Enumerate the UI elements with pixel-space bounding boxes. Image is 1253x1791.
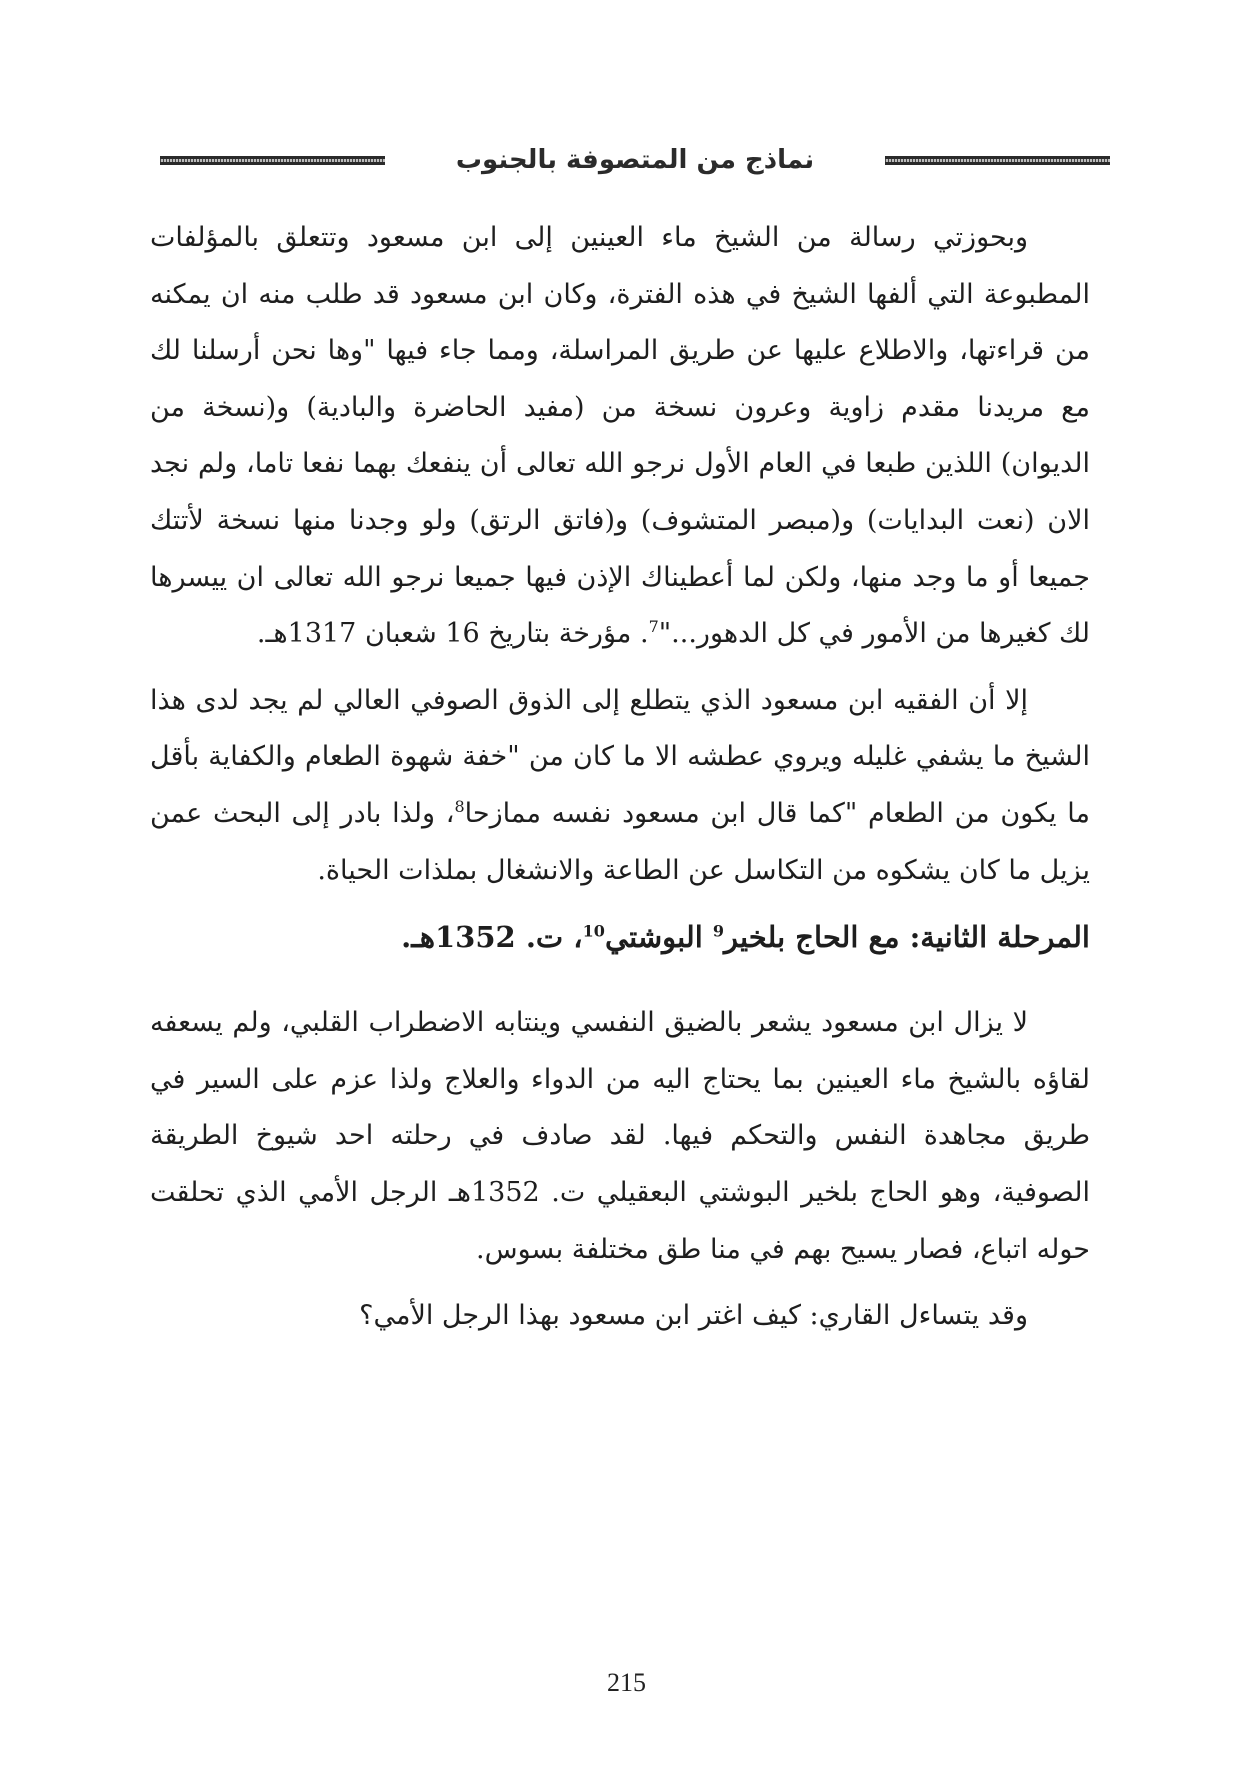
footnote-ref-9: 9 xyxy=(712,921,725,941)
header-rule-left xyxy=(160,156,385,165)
header-rule-right xyxy=(885,156,1110,165)
paragraph-3 xyxy=(150,995,1090,1278)
body-text xyxy=(150,210,1090,1345)
paragraph-4-text: وقد يتساءل القاري: كيف اغتر ابن مسعود بهذا الرجل الأمي؟ xyxy=(359,1300,1028,1332)
section-heading-text-3: ، ت. 1352هـ. xyxy=(401,920,583,955)
paragraph-2 xyxy=(150,673,1090,899)
section-heading-text: المرحلة الثانية: مع الحاج بلخير xyxy=(724,920,1090,955)
running-header-title: نماذج من المتصوفة بالجنوب xyxy=(455,145,815,175)
paragraph-1-text: وبحوزتي رسالة من الشيخ ماء العينين إلى ابن مسعود وتتعلق بالمؤلفات المطبوعة التي ألفها الشيخ في هذه الفترة، وكان ابن مسعود قد طلب منه ان يمكنه من قراءتها، والاطلاع عليها عن طريق المراسلة، ومما جاء فيها "وها نحن أرسلنا لك مع مريدنا مقدم زاوية وعرون نسخة من (مفيد الحاضرة والبادية) و(نسخة من الديوان) اللذين طبعا في العام الأول نرجو الله تعالى أن ينفعك بهما نفعا تاما، ولم نجد الان (نعت البدايات) و(مبصر المتشوف) و(فاتق الرتق) ولو وجدنا منها نسخة لأتتك جميعا أو ما وجد منها، ولكن لما أعطيناك الإذن فيها جميعا نرجو الله تعالى ان ييسرها لك كغيرها من الأمور في كل الدهور..." xyxy=(150,222,1090,650)
running-header xyxy=(160,140,1110,180)
paragraph-1-tail: . مؤرخة بتاريخ 16 شعبان 1317هـ. xyxy=(256,618,649,650)
paragraph-4 xyxy=(150,1288,1090,1345)
page-number: 215 xyxy=(607,1668,646,1697)
section-heading-text-2: البوشتي xyxy=(604,920,713,955)
footnote-ref-8: 8 xyxy=(454,796,465,816)
paragraph-2-text: إلا أن الفقيه ابن مسعود الذي يتطلع إلى الذوق الصوفي العالي لم يجد لدى هذا الشيخ ما يشفي غليله ويروي عطشه الا ما كان من "خفة شهوة الطعام والكفاية بأقل ما يكون من الطعام "كما قال ابن مسعود نفسه ممازحا xyxy=(150,684,1090,829)
footnote-ref-7: 7 xyxy=(648,617,659,637)
section-heading xyxy=(150,909,1090,965)
paragraph-3-text: لا يزال ابن مسعود يشعر بالضيق النفسي وينتابه الاضطراب القلبي، ولم يسعفه لقاؤه بالشيخ ماء العينين بما يحتاج اليه من الدواء والعلاج ولذا عزم على السير في طريق مجاهدة النفس والتحكم فيها. لقد صادف في رحلته احد شيوخ الطريقة الصوفية، وهو الحاج بلخير البوشتي البعقيلي ت. 1352هـ الرجل الأمي الذي تحلقت حوله اتباع، فصار يسيح بهم في منا طق مختلفة بسوس. xyxy=(150,1007,1090,1265)
paragraph-2-tail: ، ولذا بادر إلى البحث عمن يزيل ما كان يشكوه من التكاسل عن الطاعة والانشغال بملذات الحياة. xyxy=(150,797,1090,886)
footnote-ref-10: 10 xyxy=(582,921,605,941)
paragraph-1 xyxy=(150,210,1090,663)
